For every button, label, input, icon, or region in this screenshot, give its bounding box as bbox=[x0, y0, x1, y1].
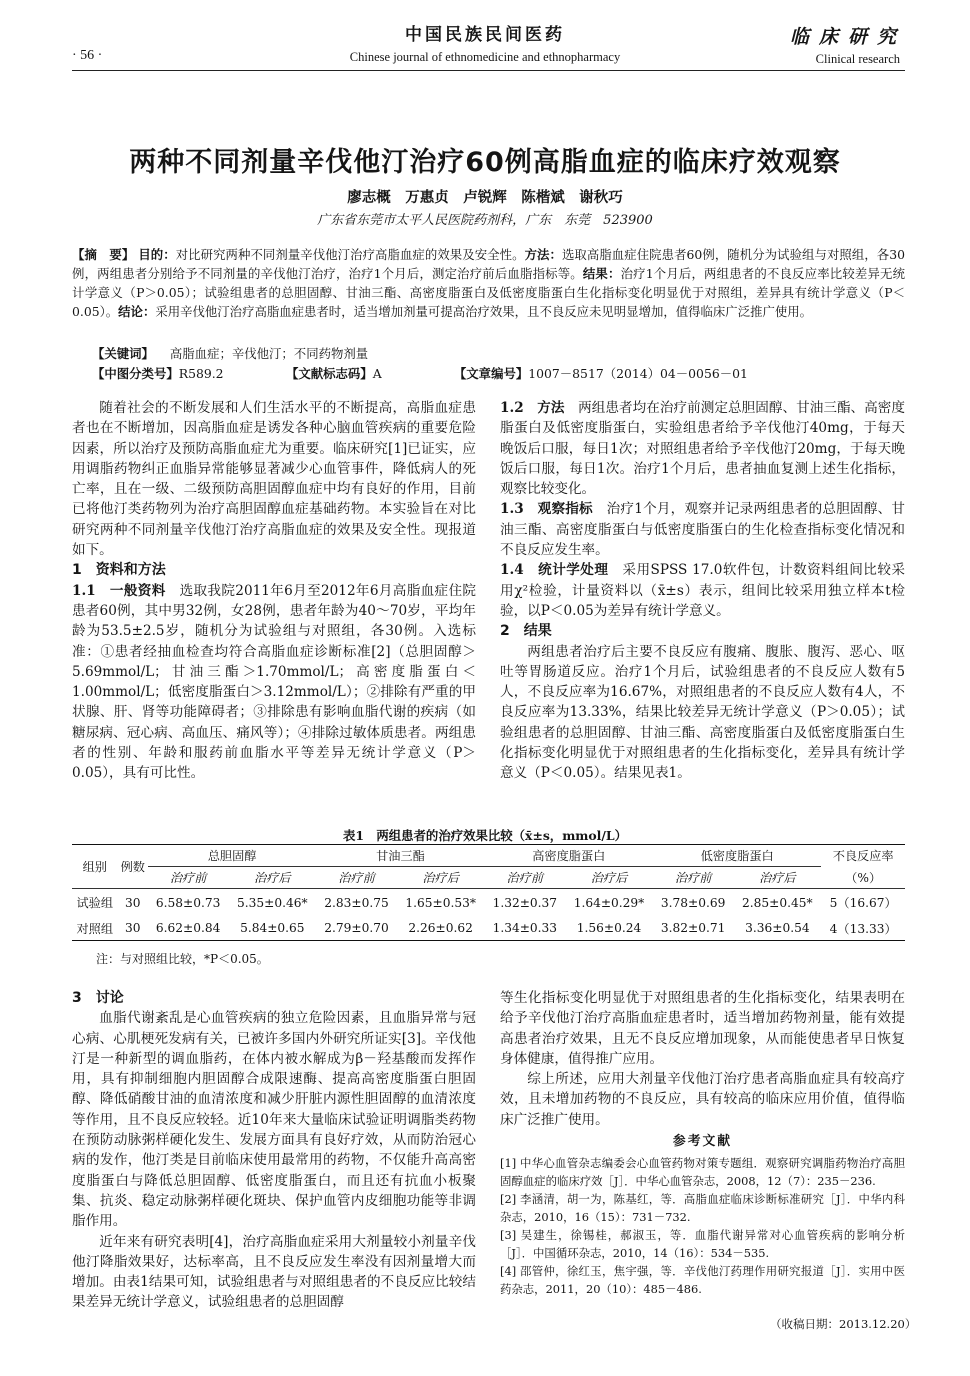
clc-code: R589.2 bbox=[178, 366, 224, 381]
header-rule bbox=[72, 70, 905, 71]
th-tg-before: 治疗前 bbox=[338, 871, 375, 885]
cell: 5.35±0.46* bbox=[237, 895, 308, 910]
cell: 1.32±0.37 bbox=[492, 895, 558, 910]
cell: 3.82±0.71 bbox=[660, 921, 726, 936]
cell: 3.36±0.54 bbox=[745, 921, 810, 936]
section-1-2-text: 两组患者均在治疗前测定总胆固醇、甘油三酯、高密度脂蛋白及低密度脂蛋白，实验组患者给予辛伐他汀40mg，于每天晚饭后口服，每日1次；对照组患者给予辛伐他汀20mg，于每天晚饭后口服，每日1次。治疗1个月后，患者抽血复测上述生化指标，观察比较变化。 bbox=[500, 400, 906, 498]
cell: 6.62±0.84 bbox=[155, 921, 221, 936]
doc-code-label: 【文献标志码】 bbox=[285, 366, 373, 381]
th-hdl-before: 治疗前 bbox=[506, 871, 544, 885]
reference-item: [4] 邵管仲，徐红玉，焦宇强，等．辛伐他汀药理作用研究报道［J］．实用中医药杂志，2011，20（10）：485－486. bbox=[500, 1264, 905, 1297]
abstract-results: 治疗1个月后，两组患者的不良反应率比较差异无统计学意义（P＞0.05）；试验组患者的总胆固醇、甘油三酯、高密度脂蛋白及低密度脂蛋白生化指标变化明显优于对照组，差异具有统计学意义（P＜0.05）。 bbox=[72, 266, 905, 319]
table-caption: 表1 两组患者的治疗效果比较（x̄±s，mmol/L） bbox=[342, 828, 628, 843]
cell: 5（16.67） bbox=[829, 896, 897, 911]
section-1-3-label: 1.3 观察指标 bbox=[500, 501, 593, 518]
keywords-text: 高脂血症；辛伐他汀；不同药物剂量 bbox=[169, 346, 369, 361]
cell: 2.79±0.70 bbox=[324, 921, 389, 936]
article-no: 1007－8517（2014）04－0056－01 bbox=[528, 366, 748, 381]
results-table bbox=[72, 844, 905, 941]
column-name-en: Clinical research bbox=[815, 52, 900, 66]
discussion-column bbox=[72, 988, 476, 1313]
classification bbox=[92, 364, 905, 382]
table-row bbox=[72, 889, 905, 917]
th-ldl: 低密度脂蛋白 bbox=[653, 845, 821, 867]
abstract-conclusion-label: 结论： bbox=[118, 304, 156, 319]
results-paragraph: 两组患者治疗后主要不良反应有腹痛、腹胀、腹泻、恶心、呕吐等胃肠道反应。治疗1个月后，试验组患者的不良反应人数有5人，不良反应率为16.67%，对照组患者的不良反应人数有4人，不良反应率为13.33%，结果比较差异无统计学意义（P＞0.05）；试验组患者的总胆固醇、甘油三酯、高密度脂蛋白及低密度脂蛋白生化指标变化明显优于对照组患者的生化指标变化，差异具有统计学意义（P＜0.05）。结果见表1。 bbox=[500, 643, 905, 782]
section-1-2-label: 1.2 方法 bbox=[500, 400, 565, 416]
section-2-heading: 2 结果 bbox=[500, 623, 552, 640]
discussion-paragraph-3: 等生化指标变化明显优于对照组患者的生化指标变化，结果表明在给予辛伐他汀治疗高脂血症患者时，适当增加药物剂量，能有效提高患者治疗效果，且无不良反应增加现象，从而能使患者早日恢复身体健康，值得推广应用。 bbox=[500, 990, 905, 1067]
article-no-label: 【文章编号】 bbox=[453, 366, 529, 381]
discussion-paragraph-1: 血脂代谢紊乱是心血管疾病的独立危险因素，且血脂异常与冠心病、心肌梗死发病有关，已被许多国内外研究所证实[3]。辛伐他汀是一种新型的调血脂药，在体内被水解成为β－羟基酸而发挥作用，具有抑制细胞内胆固醇合成限速酶、提高高密度脂蛋白胆固醇、降低硝酸甘油的血清浓度和减少肝脏内源性胆固醇的血清浓度等作用，且不良反应较轻。近10年来大量临床试验证明调脂类药物在预防动脉粥样硬化发生、发展方面具有良好疗效，从而防治冠心病的发作，他汀类是目前临床使用最常用的药物，不仅能升高高密度脂蛋白与降低总胆固醇、低密度脂蛋白，而且还有抗血小板聚集、抗炎、稳定动脉粥样硬化斑块、保护血管内皮细胞功能等非调脂作用。 bbox=[72, 1010, 476, 1230]
section-1-4-label: 1.4 统计学处理 bbox=[500, 562, 609, 579]
abstract-results-label: 结果： bbox=[582, 266, 621, 281]
th-tc: 总胆固醇 bbox=[148, 845, 316, 867]
affiliation: 广东省东莞市太平人民医院药剂科，广东 东莞 523900 bbox=[317, 213, 653, 228]
section-1-1-label: 1.1 一般资料 bbox=[72, 582, 166, 599]
th-tc-before: 治疗前 bbox=[169, 871, 207, 885]
section-3-heading: 3 讨论 bbox=[72, 990, 124, 1006]
section-1-1-text: 选取我院2011年6月至2012年6月高脂血症住院患者60例，其中男32例，女28例，患者年龄为40～70岁，平均年龄为53.5±2.5岁，随机分为试验组与对照组，各30例。入选标准：①患者经抽血检查均符合高脂血症诊断标准[2]（总胆固醇＞5.69mmol/L；甘油三酯＞1.70mmol/L；高密度脂蛋白＜1.00mmol/L；低密度脂蛋白＞3.12mmol/L）；②排除有严重的甲状腺、肝、肾等功能障碍者；③排除患有影响血脂代谢的疾病（如糖尿病、冠心病、高血压、痛风等）；④排除过敏体质患者。两组患者的性别、年龄和服药前血脂水平等差异无统计学意义（P＞0.05），具有可比性。 bbox=[72, 582, 477, 782]
abstract-label: 【摘 要】 bbox=[72, 247, 135, 262]
received-date: （收稿日期：2013.12.20） bbox=[770, 1317, 917, 1331]
clc-label: 【中图分类号】 bbox=[92, 366, 179, 381]
abstract-methods-label: 方法： bbox=[524, 247, 562, 262]
article-title: 两种不同剂量辛伐他汀治疗60例高脂血症的临床疗效观察 bbox=[129, 147, 841, 178]
table-row bbox=[72, 917, 905, 941]
references-heading: 参考文献 bbox=[672, 1134, 733, 1150]
keywords bbox=[92, 344, 368, 362]
abstract bbox=[72, 245, 905, 321]
cell: 1.64±0.29* bbox=[573, 895, 645, 910]
cell: 30 bbox=[125, 921, 141, 936]
th-tg: 甘油三酯 bbox=[316, 845, 484, 867]
th-ldl-before: 治疗前 bbox=[674, 871, 712, 885]
cell: 3.78±0.69 bbox=[660, 895, 726, 910]
section-1-heading: 1 资料和方法 bbox=[72, 562, 166, 579]
abstract-objective-label: 目的： bbox=[138, 247, 176, 262]
left-column bbox=[72, 398, 476, 784]
cell: 4（13.33） bbox=[829, 921, 897, 936]
authors: 廖志概 万惠贞 卢锐辉 陈楷斌 谢秋巧 bbox=[347, 189, 623, 206]
cell: 2.26±0.62 bbox=[408, 921, 473, 936]
th-n: 例数 bbox=[118, 845, 148, 889]
cell: 2.83±0.75 bbox=[324, 895, 389, 910]
reference-item: [2] 李涵清，胡一为，陈基红，等．高脂血症临床诊断标准研究［J］．中华内科杂志，2010，16（15）：731－732. bbox=[500, 1192, 905, 1225]
right-column bbox=[500, 398, 905, 784]
journal-name-en: Chinese journal of ethnomedicine and ethnopharmacy bbox=[349, 50, 621, 64]
cell: 1.34±0.33 bbox=[492, 921, 558, 936]
cell: 6.58±0.73 bbox=[155, 895, 221, 910]
journal-name-cn: 中国民族民间医药 bbox=[405, 25, 565, 45]
reference-item: [1] 中华心血管杂志编委会心血管药物对策专题组．观察研究调脂药物治疗高胆固醇血症的临床疗效［J］．中华心血管杂志，2008，12（7）：235－236. bbox=[500, 1156, 905, 1189]
discussion-paragraph-2: 近年来有研究表明[4]，治疗高脂血症采用大剂量较小剂量辛伐他汀降脂效果好，达标率高，且不良反应发生率没有因剂量增大而增加。由表1结果可知，试验组患者与对照组患者的不良反应比较结果差异无统计学意义，试验组患者的总胆固醇 bbox=[72, 1233, 476, 1311]
cell: 1.65±0.53* bbox=[405, 895, 476, 910]
keywords-label: 【关键词】 bbox=[92, 346, 154, 361]
th-adverse: 不良反应率 bbox=[832, 849, 894, 864]
doc-code: A bbox=[372, 366, 382, 381]
table-note: 注：与对照组比较，*P＜0.05。 bbox=[96, 952, 269, 966]
th-adverse-unit: （%） bbox=[845, 870, 882, 885]
th-tg-after: 治疗后 bbox=[422, 871, 459, 885]
th-hdl: 高密度脂蛋白 bbox=[485, 845, 653, 867]
reference-item: [3] 吴建生，徐锡桂，郝淑玉，等．血脂代谢异常对心血管疾病的影响分析［J］．中国循环杂志，2010，14（16）：534－535. bbox=[500, 1228, 905, 1261]
abstract-methods: 选取高脂血症住院患者60例，随机分为试验组与对照组，各30例，两组患者分别给予不同剂量的辛伐他汀治疗，治疗1个月后，测定治疗前后血脂指标等。 bbox=[72, 247, 906, 281]
section-1-3-text: 治疗1个月，观察并记录两组患者的总胆固醇、甘油三酯、高密度脂蛋白与低密度脂蛋白的生化检查指标变化情况和不良反应发生率。 bbox=[500, 501, 905, 559]
cell: 30 bbox=[125, 895, 141, 910]
th-tc-after: 治疗后 bbox=[254, 871, 291, 885]
section-1-4-text: 采用SPSS 17.0软件包，计数资料组间比较采用χ²检验，计量资料以（x̄±s）表示，组间比较采用独立样本t检验，以P＜0.05为差异有统计学意义。 bbox=[500, 562, 905, 619]
abstract-objective: 对比研究两种不同剂量辛伐他汀治疗高脂血症的效果及安全性。 bbox=[175, 247, 525, 262]
cell: 2.85±0.45* bbox=[742, 895, 813, 910]
intro-paragraph: 随着社会的不断发展和人们生活水平的不断提高，高脂血症患者也在不断增加，因高脂血症是诱发各种心脑血管疾病的重要危险因素，所以治疗及预防高脂血症尤为重要。临床研究[1]已证实，应用调脂药物纠正血脂异常能够显著减少心血管事件，降低病人的死亡率，且在一级、二级预防高胆固醇血症中均有良好的作用，目前已将他汀类药物列为治疗高胆固醇血症基础药物。本实验旨在对比研究两种不同剂量辛伐他汀治疗高脂血症的效果及安全性。现报道如下。 bbox=[72, 400, 476, 559]
page-number: · 56 · bbox=[72, 48, 103, 63]
cell: 对照组 bbox=[76, 921, 114, 936]
th-group: 组别 bbox=[72, 845, 118, 889]
cell: 5.84±0.65 bbox=[240, 921, 305, 936]
th-ldl-after: 治疗后 bbox=[759, 871, 796, 885]
abstract-conclusion: 采用辛伐他汀治疗高脂血症患者时，适当增加剂量可提高治疗效果，且不良反应未见明显增加，值得临床广泛推广使用。 bbox=[155, 304, 813, 319]
right-lower-column bbox=[500, 988, 905, 1298]
conclusion-paragraph: 综上所述，应用大剂量辛伐他汀治疗患者高脂血症具有较高疗效，且未增加药物的不良反应，具有较高的临床应用价值，值得临床广泛推广使用。 bbox=[500, 1071, 905, 1128]
column-name-cn: 临床研究 bbox=[789, 26, 906, 48]
th-hdl-after: 治疗后 bbox=[590, 871, 628, 885]
cell: 试验组 bbox=[76, 896, 114, 911]
cell: 1.56±0.24 bbox=[576, 921, 642, 936]
